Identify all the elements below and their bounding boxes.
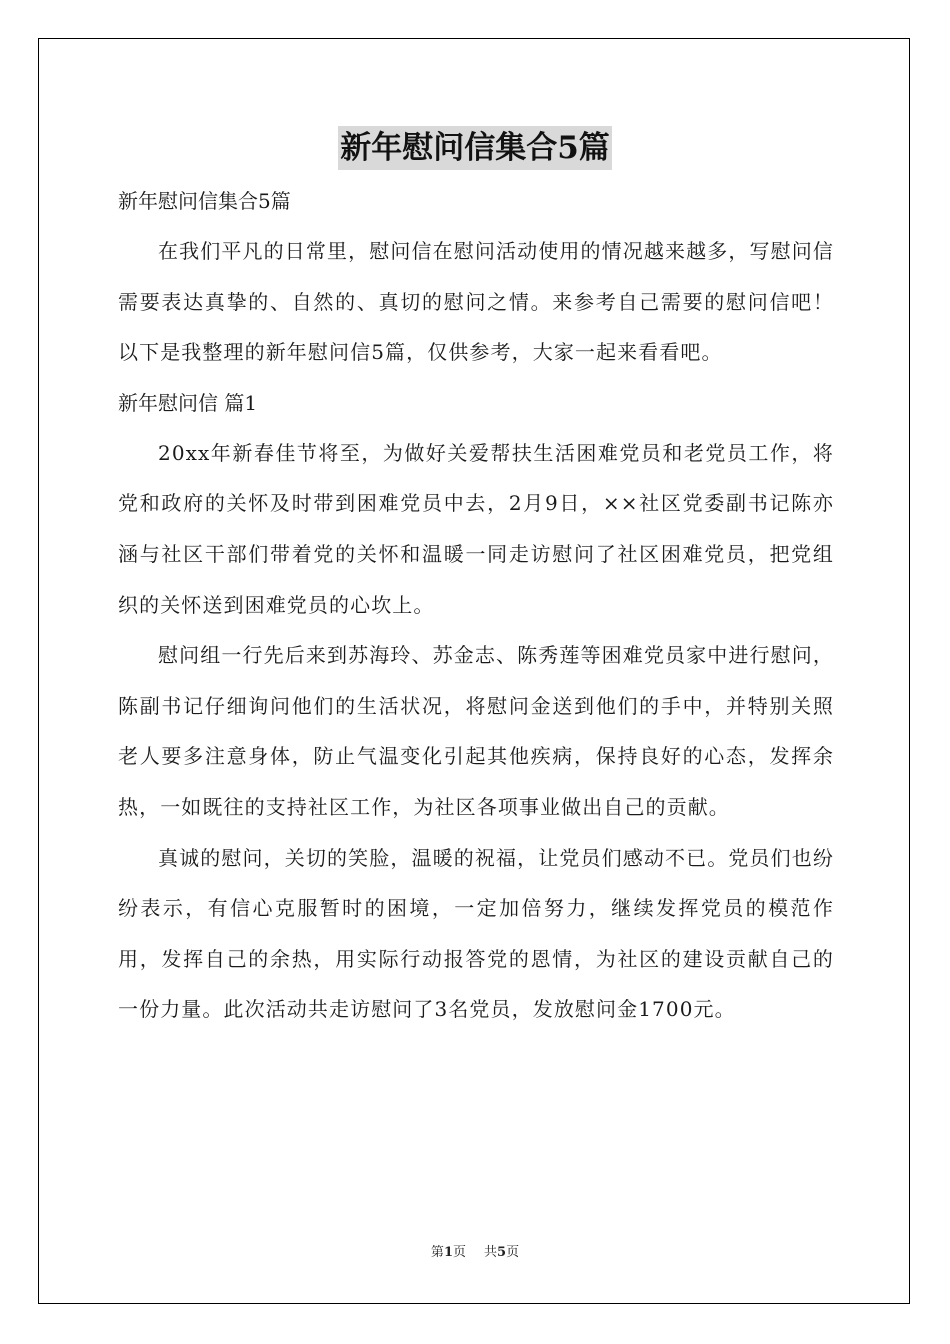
document-body: [118, 176, 834, 1035]
document-title: [0, 126, 950, 170]
intro-paragraph: 在我们平凡的日常里，慰问信在慰问活动使用的情况越来越多，写慰问信需要表达真挚的、自然的、真切的慰问之情。来参考自己需要的慰问信吧！以下是我整理的新年慰问信5篇，仅供参考，大家一起来看看吧。: [118, 239, 834, 365]
body-paragraph: 20xx年新春佳节将至，为做好关爱帮扶生活困难党员和老党员工作，将党和政府的关怀及时带到困难党员中去，2月9日，××社区党委副书记陈亦涵与社区干部们带着党的关怀和温暖一同走访慰问了社区困难党员，把党组织的关怀送到困难党员的心坎上。: [118, 440, 834, 617]
total-suffix: 页: [506, 1245, 520, 1260]
body-paragraph: 慰问组一行先后来到苏海玲、苏金志、陈秀莲等困难党员家中进行慰问，陈副书记仔细询问他们的生活状况，将慰问金送到他们的手中，并特别关照老人要多注意身体，防止气温变化引起其他疾病，保持良好的心态，发挥余热，一如既往的支持社区工作，为社区各项事业做出自己的贡献。: [118, 643, 834, 819]
section-heading: 新年慰问信 篇1: [118, 390, 258, 415]
page-current-number: 1: [443, 1245, 453, 1260]
document-title-text: 新年慰问信集合5篇: [338, 126, 612, 170]
page-suffix: 页: [452, 1245, 466, 1260]
page-prefix: 第: [430, 1245, 444, 1260]
body-paragraph: 真诚的慰问，关切的笑脸，温暖的祝福，让党员们感动不已。党员们也纷纷表示，有信心克服暂时的困境，一定加倍努力，继续发挥党员的模范作用，发挥自己的余热，用实际行动报答党的恩情，为社区的建设贡献自己的一份力量。此次活动共走访慰问了3名党员，发放慰问金1700元。: [118, 845, 834, 1022]
page-total-number: 5: [497, 1245, 507, 1260]
page-footer: [0, 1244, 950, 1262]
total-prefix: 共: [484, 1245, 498, 1260]
subtitle-line: 新年慰问信集合5篇: [118, 189, 291, 213]
